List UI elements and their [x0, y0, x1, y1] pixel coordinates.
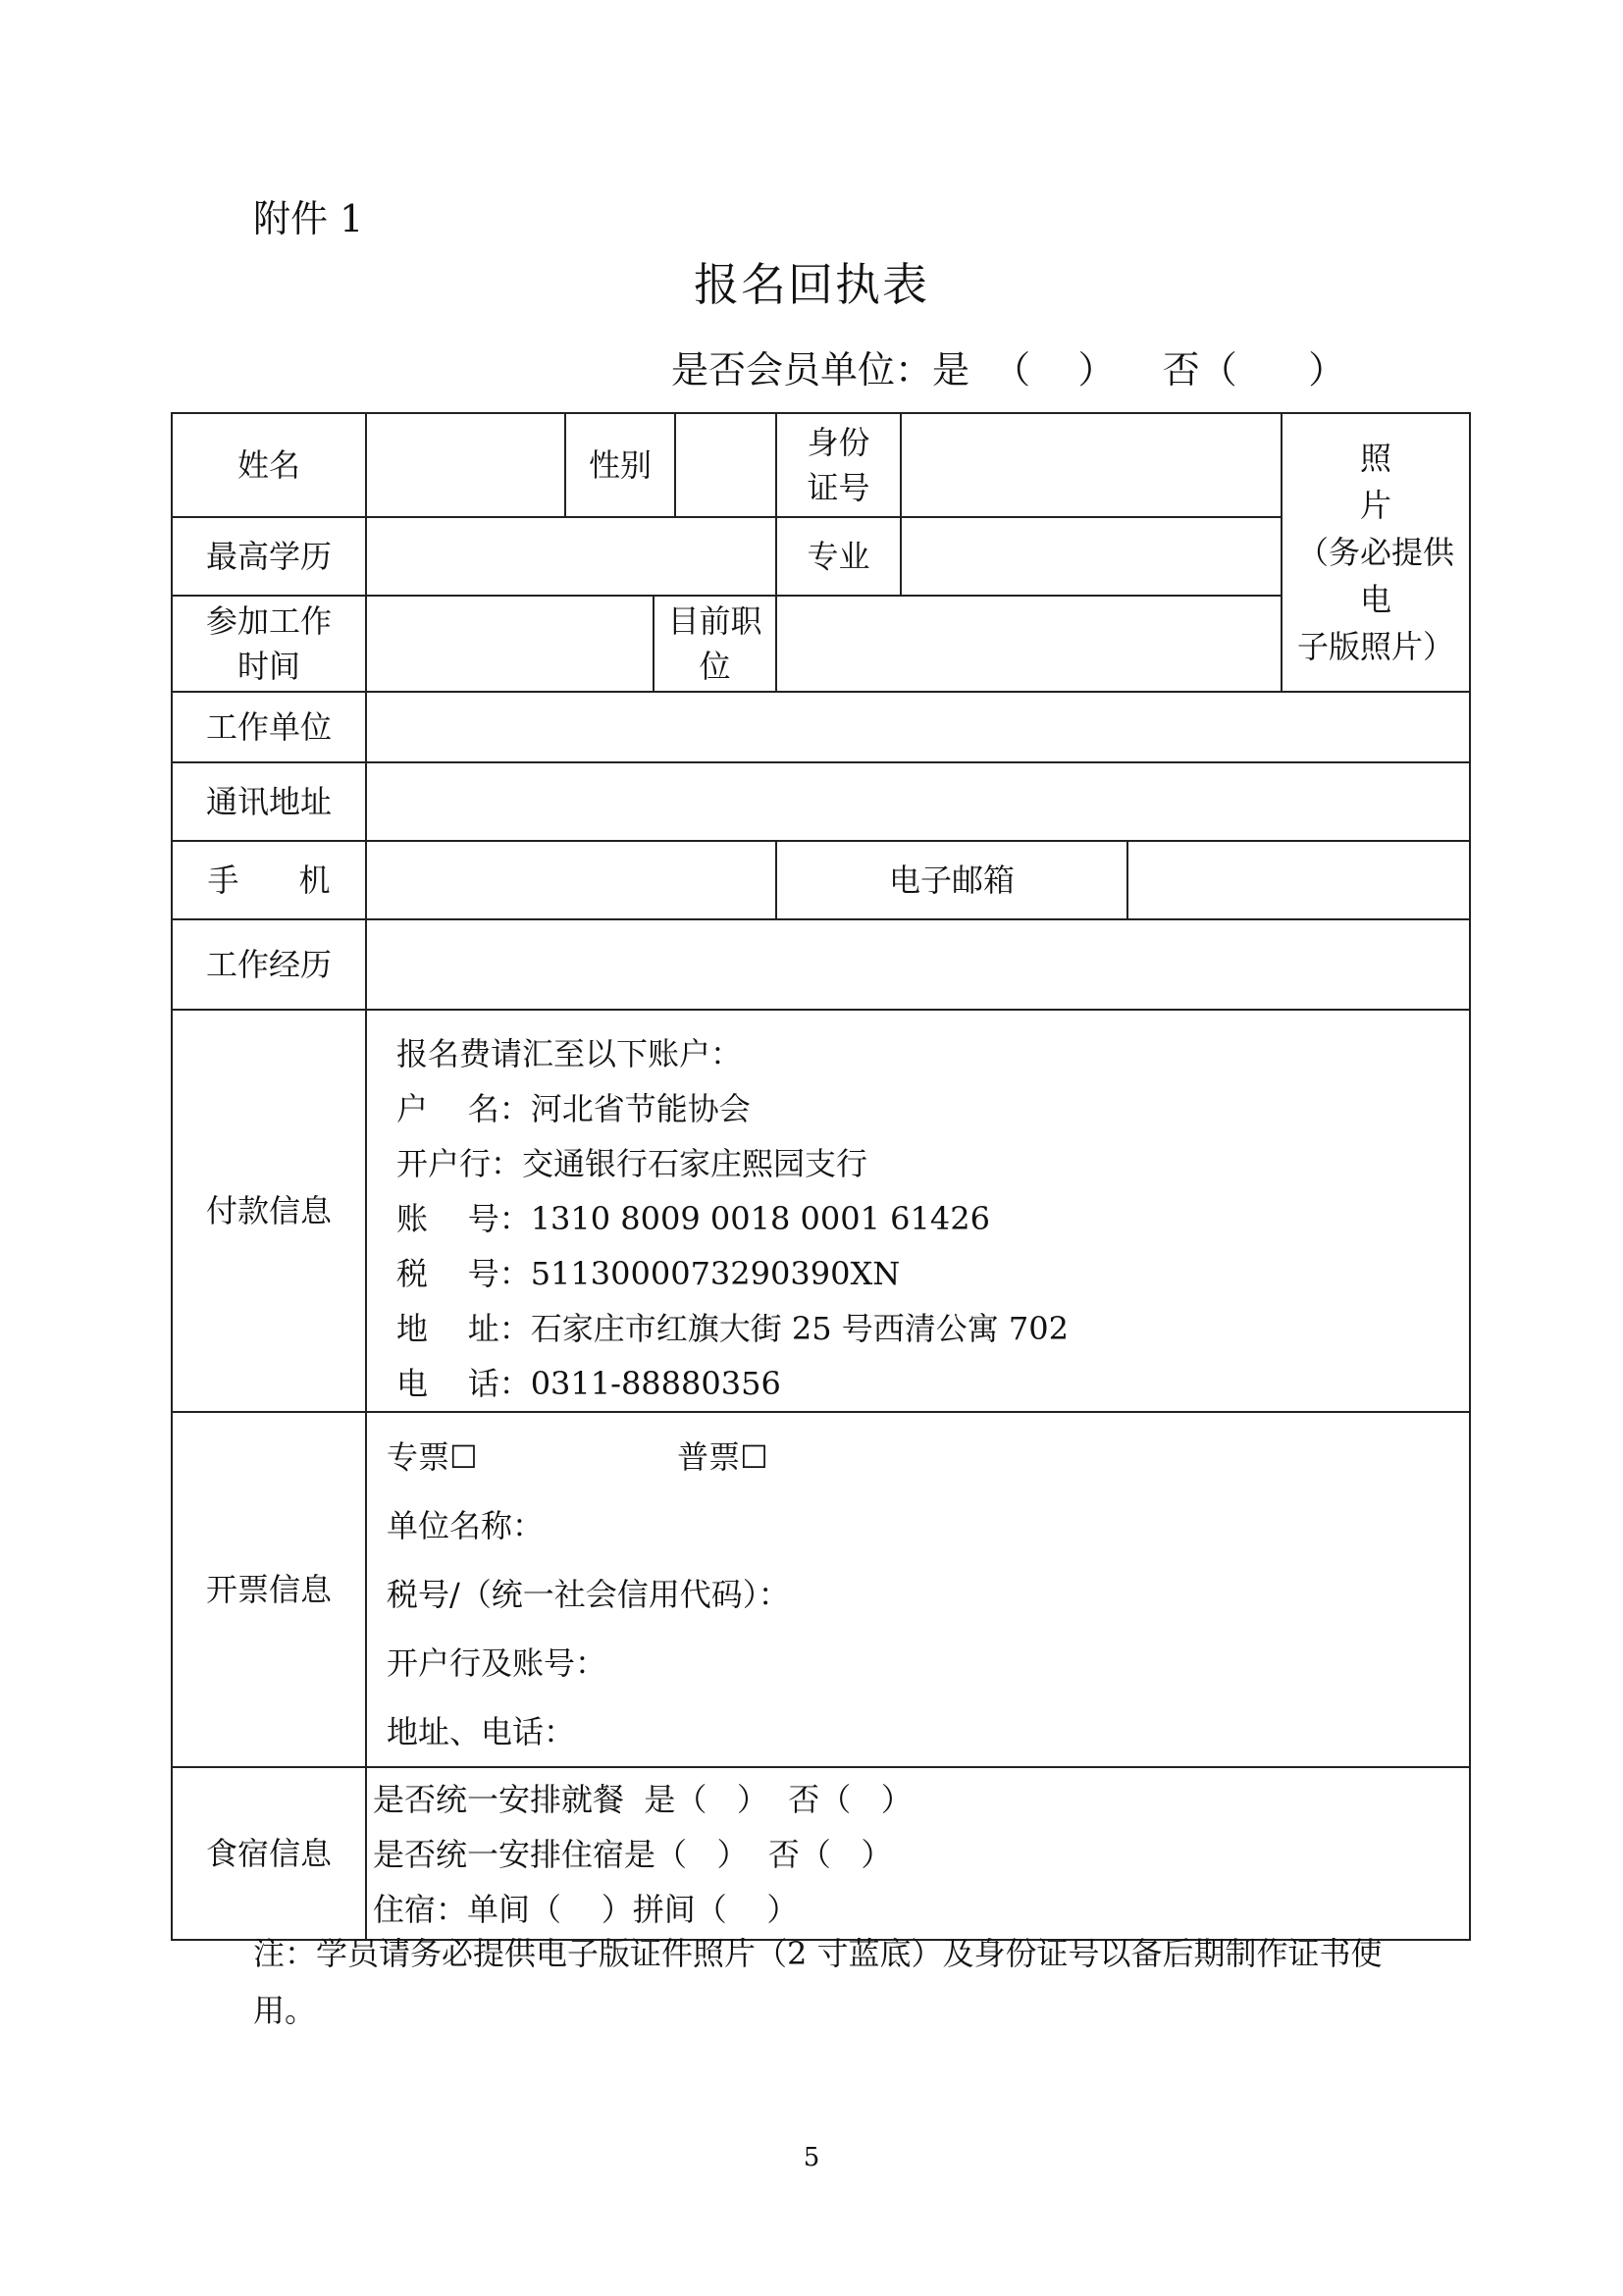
invoice-type-line[interactable]: 专票☐ 普票☐ — [387, 1438, 768, 1476]
photo-text-line: 照 — [1360, 440, 1392, 477]
invoice-line: 单位名称： — [387, 1507, 545, 1544]
payment-line: 电 话：0311-88880356 — [396, 1365, 781, 1402]
email-label: 电子邮箱 — [776, 841, 1127, 919]
payment-info — [366, 1010, 1470, 1412]
payment-label: 付款信息 — [172, 1010, 366, 1412]
major-field[interactable] — [901, 517, 1282, 596]
employer-label: 工作单位 — [172, 692, 366, 762]
experience-label: 工作经历 — [172, 919, 366, 1010]
position-field[interactable] — [776, 596, 1282, 692]
food-line: 是否统一安排就餐 是（ ） 否（ ） — [373, 1781, 913, 1818]
gender-field[interactable] — [675, 413, 776, 517]
photo-box[interactable] — [1282, 413, 1470, 692]
member-unit-question: 是否会员单位：是 （ ） 否（ ） — [671, 348, 1346, 391]
payment-line: 账 号：1310 8009 0018 0001 61426 — [396, 1200, 990, 1237]
food-lodging-info[interactable] — [366, 1767, 1470, 1940]
mobile-label: 手 机 — [172, 841, 366, 919]
address-field[interactable] — [366, 762, 1470, 841]
education-label: 最高学历 — [172, 517, 366, 596]
experience-field[interactable] — [366, 919, 1470, 1010]
mobile-field[interactable] — [366, 841, 776, 919]
payment-line: 户 名：河北省节能协会 — [396, 1090, 751, 1127]
invoice-line: 地址、电话： — [387, 1713, 576, 1750]
address-label: 通讯地址 — [172, 762, 366, 841]
work-start-label-line: 参加工作 — [205, 602, 332, 640]
email-field[interactable] — [1127, 841, 1470, 919]
registration-table — [171, 412, 1471, 1941]
id-number-field[interactable] — [901, 413, 1282, 517]
page-number: 5 — [803, 2143, 820, 2172]
id-label-line: 证号 — [807, 469, 870, 506]
work-start-label-line: 时间 — [236, 648, 300, 685]
employer-field[interactable] — [366, 692, 1470, 762]
attachment-label: 附件 1 — [253, 197, 364, 240]
food-line: 住宿：单间（ ）拼间（ ） — [373, 1891, 799, 1928]
position-label: 目前职位 — [654, 596, 776, 692]
major-label: 专业 — [776, 517, 901, 596]
work-start-field[interactable] — [366, 596, 654, 692]
form-title: 报名回执表 — [694, 258, 929, 311]
id-label-line: 身份 — [807, 424, 870, 461]
payment-line: 报名费请汇至以下账户： — [396, 1035, 743, 1072]
payment-line: 地 址：石家庄市红旗大街 25 号西清公寓 702 — [396, 1310, 1070, 1347]
name-label: 姓名 — [172, 413, 366, 517]
invoice-line: 开户行及账号： — [387, 1644, 607, 1682]
id-number-label — [776, 413, 901, 517]
invoice-label: 开票信息 — [172, 1412, 366, 1767]
food-line: 是否统一安排住宿是（ ） 否（ ） — [373, 1836, 893, 1873]
education-field[interactable] — [366, 517, 776, 596]
name-field[interactable] — [366, 413, 565, 517]
payment-line: 税 号：5113000073290390XN — [396, 1255, 901, 1292]
food-lodging-label: 食宿信息 — [172, 1767, 366, 1940]
footnote: 注：学员请务必提供电子版证件照片（2 寸蓝底）及身份证号以备后期制作证书使用。 — [253, 1935, 1383, 2029]
photo-text-line: （务必提供电 — [1297, 534, 1455, 618]
photo-text-line: 片 — [1360, 487, 1392, 524]
invoice-info[interactable] — [366, 1412, 1470, 1767]
payment-line: 开户行：交通银行石家庄熙园支行 — [396, 1145, 868, 1182]
gender-label: 性别 — [565, 413, 675, 517]
invoice-line: 税号/（统一社会信用代码）： — [387, 1576, 790, 1613]
photo-text-line: 子版照片） — [1297, 628, 1455, 665]
work-start-label — [172, 596, 366, 692]
